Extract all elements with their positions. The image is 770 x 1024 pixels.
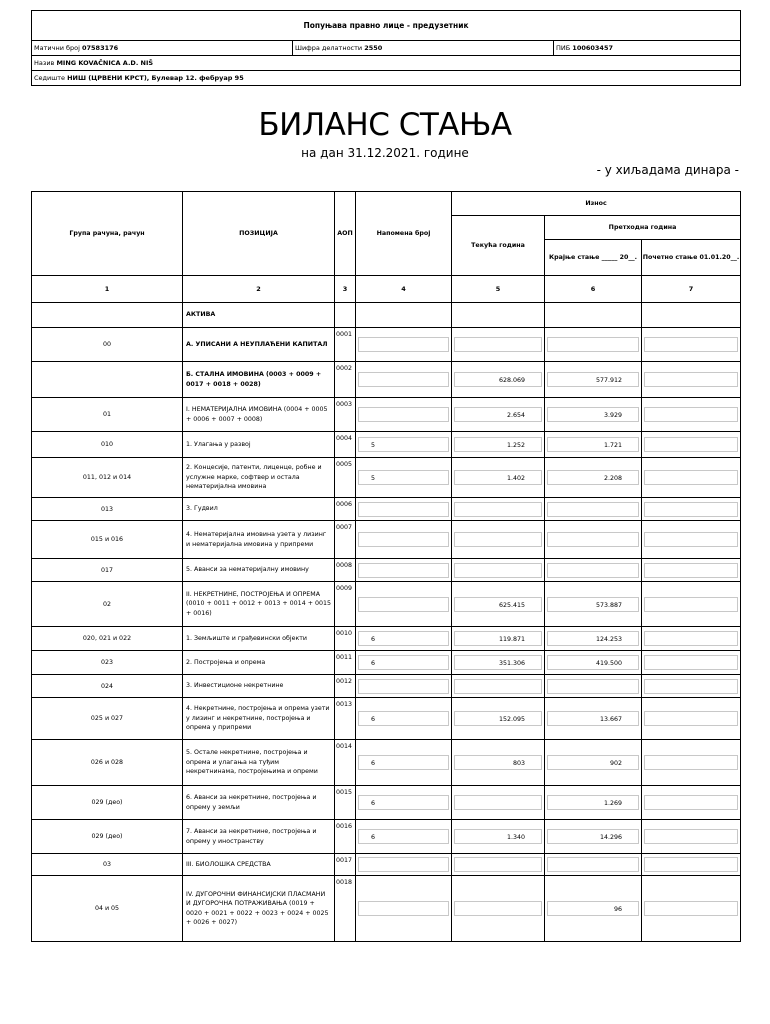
previous-end-field-cell <box>545 740 642 786</box>
table-row <box>32 458 741 498</box>
current-year-field[interactable]: 351.306 <box>454 655 542 670</box>
current-year-field[interactable]: 119.871 <box>454 631 542 646</box>
col-header-group: Група рачуна, рачун <box>32 192 183 276</box>
position-cell: 5. Аванси за нематеријалну имовину <box>183 559 335 582</box>
previous-start-field[interactable] <box>644 597 738 612</box>
previous-start-field-cell <box>642 303 741 328</box>
previous-start-field-cell <box>642 876 741 942</box>
registration-number-cell <box>32 41 292 55</box>
note-field-cell <box>356 675 452 698</box>
table-row <box>32 675 741 698</box>
previous-start-field-cell <box>642 458 741 498</box>
col-header-previous-year: Претходна година <box>545 216 741 240</box>
aop-cell: 0007 <box>335 521 356 559</box>
previous-start-field[interactable] <box>644 795 738 810</box>
group-account-cell: 04 и 05 <box>32 876 183 942</box>
col-number: 2 <box>183 276 335 303</box>
previous-start-field[interactable] <box>644 563 738 578</box>
position-cell: IV. ДУГОРОЧНИ ФИНАНСИЈСКИ ПЛАСМАНИ И ДУГОРОЧНА ПОТРАЖИВАЊА (0019 + 0020 + 0021 + 0022 + 0023 + 0024 + 0025 + 0026 + 0027) <box>183 876 335 942</box>
current-year-field-cell <box>452 432 545 458</box>
note-field-cell <box>356 627 452 651</box>
group-account-cell <box>32 303 183 328</box>
aop-cell: 0010 <box>335 627 356 651</box>
previous-end-field[interactable]: 573.887 <box>547 597 639 612</box>
position-cell: II. НЕКРЕТНИНЕ, ПОСТРОЈЕЊА И ОПРЕМА (0010 + 0011 + 0012 + 0013 + 0014 + 0015 + 0016) <box>183 582 335 627</box>
current-year-field-cell <box>452 582 545 627</box>
previous-end-field-cell <box>545 458 642 498</box>
registration-number-label: Матични број <box>34 44 80 52</box>
filled-by-row <box>32 11 740 40</box>
current-year-field[interactable]: 628.069 <box>454 372 542 387</box>
col-number: 4 <box>356 276 452 303</box>
units-note: - у хиљадама динара - <box>596 163 739 177</box>
aop-cell: 0013 <box>335 698 356 740</box>
aop-cell: 0005 <box>335 458 356 498</box>
current-year-field[interactable]: 1.402 <box>454 470 542 485</box>
current-year-field-cell <box>452 328 545 362</box>
aop-cell: 0012 <box>335 675 356 698</box>
current-year-field[interactable]: 803 <box>454 755 542 770</box>
current-year-field[interactable] <box>454 679 542 694</box>
col-number: 7 <box>642 276 741 303</box>
current-year-field-cell <box>452 362 545 398</box>
previous-start-field-cell <box>642 521 741 559</box>
previous-end-field-cell <box>545 698 642 740</box>
current-year-field[interactable]: 1.340 <box>454 829 542 844</box>
position-cell: 2. Концесије, патенти, лиценце, робне и услужне марке, софтвер и остала нематеријална имовина <box>183 458 335 498</box>
previous-end-field[interactable] <box>547 857 639 872</box>
previous-start-field[interactable] <box>644 532 738 547</box>
table-row <box>32 820 741 854</box>
previous-end-field[interactable]: 1.721 <box>547 437 639 452</box>
previous-start-field-cell <box>642 398 741 432</box>
group-account-cell: 020, 021 и 022 <box>32 627 183 651</box>
aop-cell: 0018 <box>335 876 356 942</box>
previous-start-field-cell <box>642 328 741 362</box>
current-year-field-cell <box>452 303 545 328</box>
aop-cell: 0004 <box>335 432 356 458</box>
col-number: 3 <box>335 276 356 303</box>
current-year-field-cell <box>452 675 545 698</box>
note-field[interactable] <box>358 679 449 694</box>
previous-start-field[interactable] <box>644 502 738 517</box>
previous-end-field-cell <box>545 876 642 942</box>
group-account-cell: 015 и 016 <box>32 521 183 559</box>
activity-code-cell <box>292 41 556 55</box>
current-year-field-cell <box>452 698 545 740</box>
position-cell: АКТИВА <box>183 303 335 328</box>
note-field[interactable] <box>358 857 449 872</box>
group-account-cell: 013 <box>32 498 183 521</box>
col-number: 6 <box>545 276 642 303</box>
previous-end-field-cell <box>545 362 642 398</box>
table-row <box>32 627 741 651</box>
note-field-cell <box>356 786 452 820</box>
previous-end-field[interactable] <box>547 532 639 547</box>
previous-end-field[interactable]: 419.500 <box>547 655 639 670</box>
current-year-field[interactable] <box>454 532 542 547</box>
note-field[interactable]: 6 <box>358 755 449 770</box>
position-cell: 3. Инвестиционе некретнине <box>183 675 335 698</box>
previous-end-field[interactable]: 14.296 <box>547 829 639 844</box>
current-year-field-cell <box>452 876 545 942</box>
previous-start-field-cell <box>642 675 741 698</box>
group-account-cell: 011, 012 и 014 <box>32 458 183 498</box>
note-field-cell <box>356 521 452 559</box>
col-header-aop: АОП <box>335 192 356 276</box>
current-year-field[interactable] <box>454 563 542 578</box>
previous-end-field[interactable] <box>547 502 639 517</box>
previous-end-field-cell <box>545 398 642 432</box>
table-row <box>32 328 741 362</box>
previous-start-field-cell <box>642 854 741 876</box>
note-field-cell <box>356 582 452 627</box>
registration-number-value: 07583176 <box>81 44 119 52</box>
table-row <box>32 432 741 458</box>
previous-end-field[interactable]: 902 <box>547 755 639 770</box>
previous-start-field-cell <box>642 820 741 854</box>
note-field-cell <box>356 362 452 398</box>
table-row <box>32 362 741 398</box>
table-row <box>32 398 741 432</box>
group-account-cell: 01 <box>32 398 183 432</box>
note-field-cell <box>356 698 452 740</box>
aop-cell: 0017 <box>335 854 356 876</box>
previous-end-field[interactable]: 3.929 <box>547 407 639 422</box>
previous-start-field[interactable] <box>644 337 738 352</box>
note-field[interactable] <box>358 563 449 578</box>
current-year-field[interactable]: 1.252 <box>454 437 542 452</box>
previous-end-field-cell <box>545 582 642 627</box>
note-field[interactable]: 6 <box>358 795 449 810</box>
previous-start-field-cell <box>642 362 741 398</box>
note-field[interactable] <box>358 372 449 387</box>
previous-start-field-cell <box>642 432 741 458</box>
table-row <box>32 786 741 820</box>
company-info-box <box>31 10 741 86</box>
previous-end-field-cell <box>545 627 642 651</box>
note-field-cell <box>356 854 452 876</box>
previous-start-field[interactable] <box>644 711 738 726</box>
note-field-cell <box>356 458 452 498</box>
table-row <box>32 521 741 559</box>
previous-start-field[interactable] <box>644 437 738 452</box>
current-year-field[interactable] <box>454 795 542 810</box>
current-year-field[interactable]: 2.654 <box>454 407 542 422</box>
position-cell: А. УПИСАНИ А НЕУПЛАЋЕНИ КАПИТАЛ <box>183 328 335 362</box>
col-header-prev-start: Почетно стање 01.01.20__. <box>642 240 741 276</box>
previous-end-field[interactable]: 2.208 <box>547 470 639 485</box>
group-account-cell: 017 <box>32 559 183 582</box>
note-field[interactable]: 6 <box>358 711 449 726</box>
previous-end-field-cell <box>545 786 642 820</box>
group-account-cell: 029 (део) <box>32 820 183 854</box>
aop-cell: 0003 <box>335 398 356 432</box>
table-row <box>32 651 741 675</box>
previous-end-field[interactable] <box>547 337 639 352</box>
previous-end-field-cell <box>545 328 642 362</box>
previous-end-field[interactable]: 1.269 <box>547 795 639 810</box>
previous-start-field-cell <box>642 627 741 651</box>
aop-cell: 0014 <box>335 740 356 786</box>
name-row <box>32 55 740 70</box>
table-row <box>32 740 741 786</box>
current-year-field-cell <box>452 651 545 675</box>
previous-end-field-cell <box>545 854 642 876</box>
aop-cell: 0002 <box>335 362 356 398</box>
company-name-cell <box>32 56 734 70</box>
col-number: 1 <box>32 276 183 303</box>
id-row <box>32 40 740 55</box>
group-account-cell: 02 <box>32 582 183 627</box>
position-cell: 4. Нематеријална имовина узета у лизинг и нематеријална имовина у припреми <box>183 521 335 559</box>
previous-end-field[interactable]: 577.912 <box>547 372 639 387</box>
table-row <box>32 498 741 521</box>
col-header-prev-end: Крајње стање _____ 20__. <box>545 240 642 276</box>
current-year-field[interactable] <box>454 901 542 916</box>
note-field[interactable]: 6 <box>358 829 449 844</box>
note-field[interactable] <box>358 532 449 547</box>
note-field-cell <box>356 498 452 521</box>
previous-start-field[interactable] <box>644 901 738 916</box>
col-header-note: Напомена број <box>356 192 452 276</box>
company-name-value: MING KOVAČNICA A.D. NIŠ <box>56 59 154 67</box>
previous-start-field[interactable] <box>644 631 738 646</box>
previous-end-field-cell <box>545 432 642 458</box>
group-account-cell <box>32 362 183 398</box>
previous-end-field-cell <box>545 559 642 582</box>
table-row <box>32 698 741 740</box>
note-field-cell <box>356 740 452 786</box>
current-year-field[interactable]: 625.415 <box>454 597 542 612</box>
note-field[interactable] <box>358 337 449 352</box>
previous-end-field-cell <box>545 521 642 559</box>
previous-start-field[interactable] <box>644 372 738 387</box>
activity-code-value: 2550 <box>364 44 383 52</box>
position-cell: III. БИОЛОШКА СРЕДСТВА <box>183 854 335 876</box>
aop-cell: 0001 <box>335 328 356 362</box>
address-cell <box>32 71 734 85</box>
document-title: БИЛАНС СТАЊА <box>258 107 512 143</box>
note-field-cell <box>356 559 452 582</box>
previous-end-field-cell <box>545 498 642 521</box>
note-field-cell <box>356 651 452 675</box>
previous-end-field[interactable] <box>547 563 639 578</box>
group-account-cell: 025 и 027 <box>32 698 183 740</box>
previous-end-field[interactable]: 96 <box>547 901 639 916</box>
current-year-field-cell <box>452 498 545 521</box>
current-year-field[interactable] <box>454 857 542 872</box>
group-account-cell: 03 <box>32 854 183 876</box>
column-number-row <box>32 276 741 303</box>
previous-end-field[interactable]: 124.253 <box>547 631 639 646</box>
previous-start-field-cell <box>642 698 741 740</box>
previous-start-field-cell <box>642 740 741 786</box>
col-header-current-year: Текућа година <box>452 216 545 276</box>
group-account-cell: 026 и 028 <box>32 740 183 786</box>
previous-start-field[interactable] <box>644 829 738 844</box>
previous-end-field-cell <box>545 820 642 854</box>
address-label: Седиште <box>34 74 65 82</box>
tax-id-value: 100603457 <box>572 44 614 52</box>
note-field[interactable] <box>358 407 449 422</box>
position-cell: 1. Земљиште и грађевински објекти <box>183 627 335 651</box>
filled-by-label: Попуњава правно лице - предузетник <box>303 21 469 30</box>
group-account-cell: 023 <box>32 651 183 675</box>
tax-id-label: ПИБ <box>556 44 571 52</box>
note-field[interactable]: 5 <box>358 437 449 452</box>
col-header-amount: Износ <box>452 192 741 216</box>
previous-start-field[interactable] <box>644 679 738 694</box>
previous-start-field-cell <box>642 651 741 675</box>
aop-cell: 0009 <box>335 582 356 627</box>
current-year-field[interactable] <box>454 502 542 517</box>
aop-cell: 0008 <box>335 559 356 582</box>
note-field[interactable]: 6 <box>358 631 449 646</box>
note-field-cell <box>356 820 452 854</box>
note-field[interactable]: 6 <box>358 655 449 670</box>
position-cell: 5. Остале некретнине, постројења и опрема и улагања на туђим некретнинама, постројењима и опреми <box>183 740 335 786</box>
current-year-field-cell <box>452 559 545 582</box>
note-field[interactable] <box>358 502 449 517</box>
table-row <box>32 854 741 876</box>
previous-start-field[interactable] <box>644 857 738 872</box>
col-header-position: ПОЗИЦИЈА <box>183 192 335 276</box>
position-cell: Б. СТАЛНА ИМОВИНА (0003 + 0009 + 0017 + 0018 + 0028) <box>183 362 335 398</box>
previous-start-field[interactable] <box>644 470 738 485</box>
aop-cell: 0015 <box>335 786 356 820</box>
note-field[interactable] <box>358 901 449 916</box>
previous-start-field-cell <box>642 582 741 627</box>
current-year-field[interactable] <box>454 337 542 352</box>
position-cell: 1. Улагања у развој <box>183 432 335 458</box>
aop-cell: 0016 <box>335 820 356 854</box>
previous-start-field[interactable] <box>644 655 738 670</box>
position-cell: I. НЕМАТЕРИЈАЛНА ИМОВИНА (0004 + 0005 + 0006 + 0007 + 0008) <box>183 398 335 432</box>
previous-start-field[interactable] <box>644 407 738 422</box>
current-year-field-cell <box>452 521 545 559</box>
previous-start-field[interactable] <box>644 755 738 770</box>
tax-id-cell <box>553 41 741 55</box>
previous-start-field-cell <box>642 498 741 521</box>
note-field[interactable]: 5 <box>358 470 449 485</box>
document-date: на дан 31.12.2021. године <box>301 146 469 160</box>
current-year-field-cell <box>452 820 545 854</box>
position-cell: 6. Аванси за некретнине, постројења и опрему у земљи <box>183 786 335 820</box>
position-cell: 3. Гудвил <box>183 498 335 521</box>
table-row <box>32 559 741 582</box>
address-row <box>32 70 740 85</box>
current-year-field-cell <box>452 786 545 820</box>
aop-cell: 0006 <box>335 498 356 521</box>
note-field-cell <box>356 328 452 362</box>
aop-cell <box>335 303 356 328</box>
company-name-label: Назив <box>34 59 55 67</box>
previous-end-field[interactable] <box>547 679 639 694</box>
current-year-field-cell <box>452 740 545 786</box>
position-cell: 2. Постројења и опрема <box>183 651 335 675</box>
note-field-cell <box>356 398 452 432</box>
col-number: 5 <box>452 276 545 303</box>
previous-end-field[interactable]: 13.667 <box>547 711 639 726</box>
group-account-cell: 00 <box>32 328 183 362</box>
activity-code-label: Шифра делатности <box>295 44 363 52</box>
table-body <box>32 303 741 942</box>
table-row <box>32 876 741 942</box>
current-year-field-cell <box>452 458 545 498</box>
note-field[interactable] <box>358 597 449 612</box>
previous-start-field-cell <box>642 786 741 820</box>
position-cell: 7. Аванси за некретнине, постројења и опрему у иностранству <box>183 820 335 854</box>
previous-end-field-cell <box>545 675 642 698</box>
note-field-cell <box>356 432 452 458</box>
table-row <box>32 303 741 328</box>
group-account-cell: 029 (део) <box>32 786 183 820</box>
group-account-cell: 010 <box>32 432 183 458</box>
balance-sheet-table <box>31 191 741 942</box>
address-value: НИШ (ЦРВЕНИ КРСТ), Булевар 12. фебруар 95 <box>67 74 244 82</box>
aop-cell: 0011 <box>335 651 356 675</box>
position-cell: 4. Некретнине, постројења и опрема узети у лизинг и некретнине, постројења и опрема у припреми <box>183 698 335 740</box>
note-field-cell <box>356 303 452 328</box>
current-year-field-cell <box>452 398 545 432</box>
current-year-field-cell <box>452 627 545 651</box>
current-year-field-cell <box>452 854 545 876</box>
table-row <box>32 582 741 627</box>
previous-end-field-cell <box>545 651 642 675</box>
previous-end-field-cell <box>545 303 642 328</box>
current-year-field[interactable]: 152.095 <box>454 711 542 726</box>
note-field-cell <box>356 876 452 942</box>
group-account-cell: 024 <box>32 675 183 698</box>
previous-start-field-cell <box>642 559 741 582</box>
